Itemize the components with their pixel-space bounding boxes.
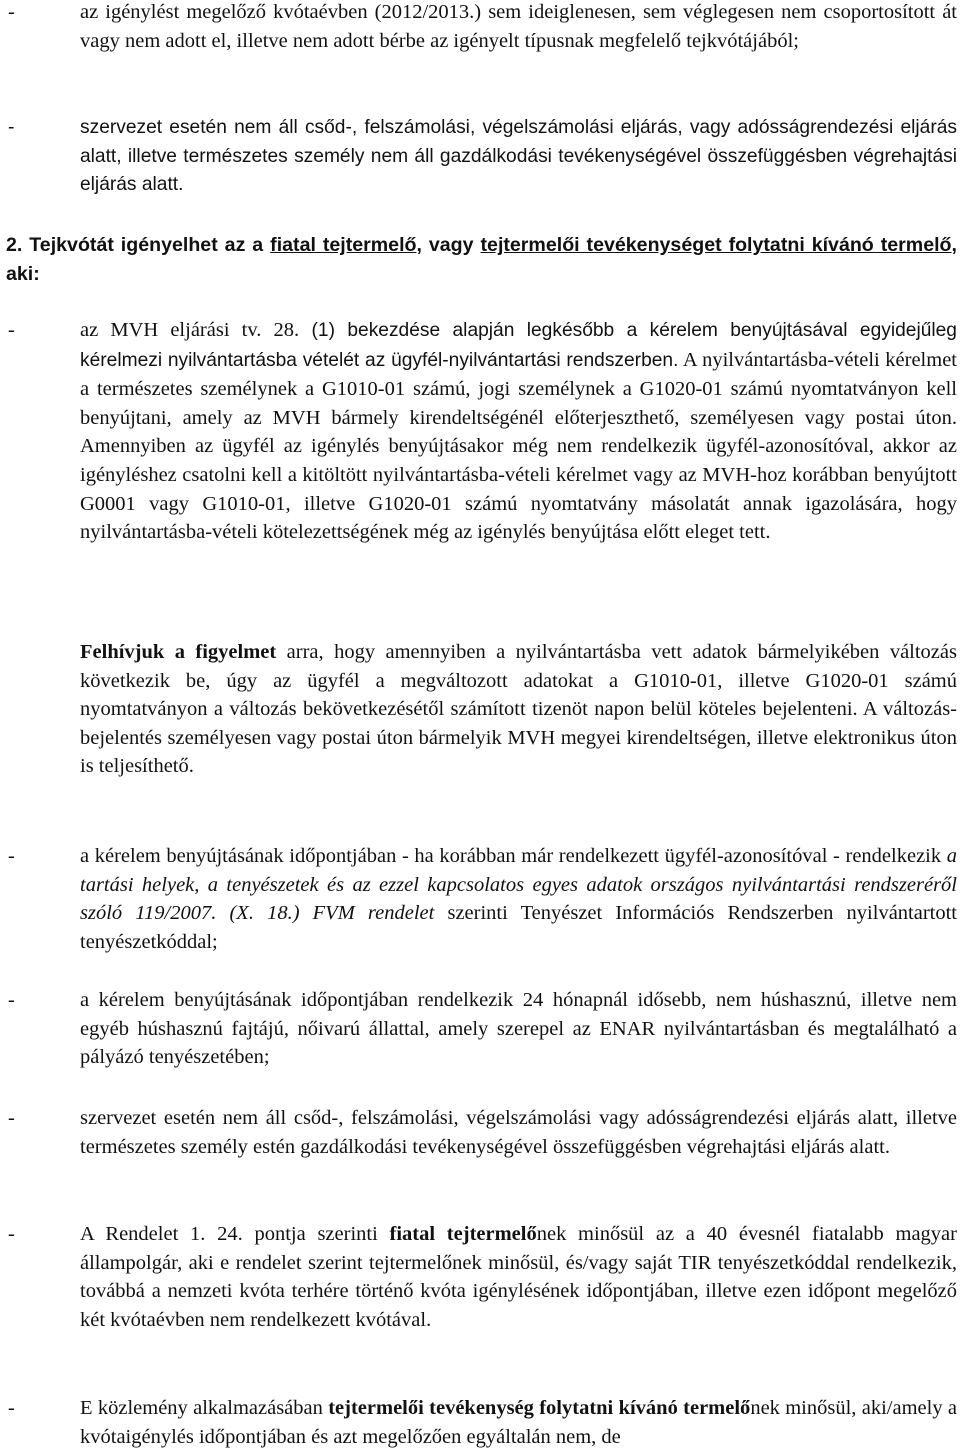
young-text: nek minősül az a 40 évesnél fiatalabb magyar állampolgár, aki e rendelet szerint tejtermelőnek minősül, és/vagy saját TIR tenyészetkóddal rendelkezik, továbbá a nemzeti kvóta terhére történő kvóta igénylésének időpontjában, illetve ezen időpont megelőző két kvótaévben nem rendelkezett kvótával. [80,1223,957,1331]
term-intending-producer: tejtermelői tevékenységet folytatni kívánó termelő [480,234,952,256]
heading-text: Tejkvótát igényelhet az a [29,234,264,256]
list-item-text: az igénylést megelőző kvótaévben (2012/2013.) sem ideiglenesen, sem véglegesen nem csoportosított át vagy nem adott el, illetve nem adott bérbe az igényelt típusnak megfelelő tejkvótájából; [80,1,957,52]
term-young-producer: fiatal tejtermelő [270,234,417,256]
young-text: A Rendelet 1. 24. pontja szerinti [80,1223,390,1245]
list-item-text: szervezet esetén nem áll csőd-, felszámolási, végelszámolási eljárás, vagy adósságrendezési eljárás alatt, illetve természetes személy nem áll gazdálkodási tevékenységével összefüggésben végrehajtási eljárás alatt. [80,117,957,196]
list-item [0,316,957,547]
notice-text: arra, hogy amennyiben a nyilvántartásba vett adatok bármelyikében változás következik be, úgy az ügyfél a megváltozott adatokat a G1010-01, illetve G1020-01 számú nyomtatványon a változás bekövetkezésétől számított tizenöt napon belül köteles bejelenteni. A változás-bejelentés személyesen vagy postai úton bármelyik MVH megyei kirendeltségen, illetve elektronikus úton is teljesíthető. [80,641,957,778]
notice-paragraph [80,638,957,781]
list-item [0,114,957,200]
mvh-form-text: A nyilvántartásba-vételi kérelmet a természetes személynek a G1010-01 számú, jogi személynek a G1020-01 számú nyomtatványon kell benyújtani, amely az MVH bármely kirendeltségénél előterjeszthető, személyesen vagy postai úton. Amennyiben az ügyfél az igénylés benyújtásakor még nem rendelkezik ügyfél-azonosítóval, akkor az igényléshez csatolni kell a kitöltött nyilvántartásba-vételi kérelmet vagy az MVH-hoz korábban benyújtott G0001 vagy G1010-01, illetve G1020-01 számú nyomtatvány másolatát annak igazolására, hogy nyilvántartásba-vételi kötelezettségének még az igénylés benyújtása előtt eleget tett. [80,348,957,544]
mvh-reference: az MVH eljárási tv. 28. [80,319,300,341]
young-term: fiatal tejtermelő [389,1223,537,1245]
list-item [0,1220,957,1334]
last-text: E közlemény alkalmazásában [80,1397,329,1419]
list-item [0,1394,957,1451]
list-item-text [80,842,957,956]
bullet-dash: - [8,1,15,23]
list-item-text: szervezet esetén nem áll csőd-, felszámolási, végelszámolási vagy adósságrendezési eljárás alatt, illetve természetes személy estén gazdálkodási tevékenységével összefüggésben végrehajtási eljárás alatt. [80,1107,957,1158]
intending-term: tejtermelői tevékenység folytatni kívánó termelő [328,1397,751,1419]
list-item-text: a kérelem benyújtásának időpontjában rendelkezik 24 hónapnál idősebb, nem húshasznú, illetve nem egyéb húshasznú fajtájú, nőivarú állattal, amely szerepel az ENAR nyilvántartásban és megtalálható a pályázó tenyészetében; [80,989,957,1069]
notice-bold: Felhívjuk a figyelmet [80,641,277,663]
last-text: nek minősül, aki/amely a kvótaigénylés időpontjában és azt megelőzően egyáltalán nem, de [80,1397,958,1448]
section-number: 2. [6,234,23,256]
section-heading [6,231,957,288]
list-item [0,986,957,1072]
teny-text: szerinti Tenyészet Információs Rendszerben nyilvántartott tenyészetkóddal; [80,902,957,953]
list-item-text [80,1220,957,1334]
bullet-dash: - [8,989,15,1011]
bullet-dash: - [8,845,15,867]
list-item-text [80,1394,957,1451]
list-item [0,842,957,956]
mvh-registration-text: (1) bekezdése alapján legkésőbb a kérelem benyújtásával egyidejűleg kérelmezi nyilvántartásba vételét az ügyfél-nyilvántartási rendszerben. [80,320,957,371]
bullet-dash: - [8,1223,15,1245]
bullet-dash: - [8,117,15,138]
list-item-text [80,316,957,547]
list-item [0,0,957,55]
heading-text: , vagy [416,234,474,256]
heading-text: , aki: [6,234,957,285]
bullet-dash: - [8,319,15,341]
bullet-dash: - [8,1107,15,1129]
regulation-title: a tartási helyek, a tenyészetek és az ezzel kapcsolatos egyes adatok országos nyilvántartási rendszeréről szóló 119/2007. (X. 18.) FVM rendelet [80,845,957,925]
teny-text: a kérelem benyújtásának időpontjában - ha korábban már rendelkezett ügyfél-azonosítóval - rendelkezik [80,845,947,867]
list-item [0,1104,957,1161]
bullet-dash: - [8,1397,15,1419]
